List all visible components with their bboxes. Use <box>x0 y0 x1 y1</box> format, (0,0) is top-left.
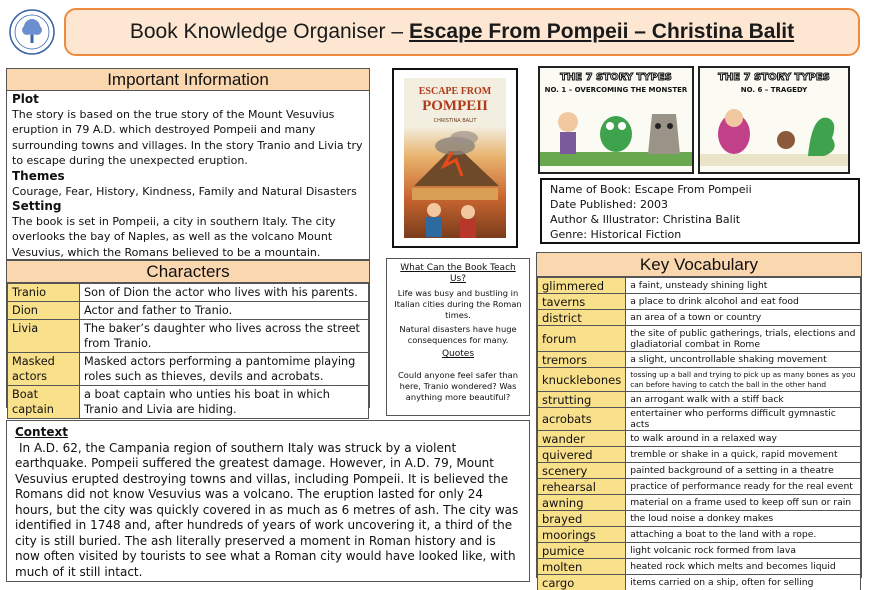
book-cover-image <box>404 78 506 238</box>
table-row <box>538 479 861 495</box>
context-heading: Context <box>15 425 68 439</box>
vocab-word: moorings <box>538 527 626 543</box>
table-row <box>538 495 861 511</box>
vocab-definition: entertainer who performs difficult gymnastic acts <box>626 408 861 431</box>
character-desc: Masked actors performing a pantomime playing roles such as thieves, devils and acrobats. <box>80 353 369 386</box>
vocab-word: acrobats <box>538 408 626 431</box>
vocab-word: wander <box>538 431 626 447</box>
vocab-word: molten <box>538 559 626 575</box>
vocab-word: tremors <box>538 352 626 368</box>
tragedy-characters-icon <box>700 94 848 166</box>
cover-author: CHRISTINA BALIT <box>433 118 477 124</box>
vocab-definition: light volcanic rock formed from lava <box>626 543 861 559</box>
cover-title-line2: POMPEII <box>422 98 488 114</box>
lesson-text: Natural disasters have huge consequences for many. <box>399 324 517 345</box>
story-type-title: THE 7 STORY TYPES <box>718 72 830 83</box>
character-name: Tranio <box>8 284 80 302</box>
table-row <box>538 408 861 431</box>
vocabulary-table <box>537 277 861 590</box>
setting-label: Setting <box>12 199 62 214</box>
vocab-word: quivered <box>538 447 626 463</box>
table-row <box>538 511 861 527</box>
vocab-word: scenery <box>538 463 626 479</box>
story-type-subtitle: NO. 6 – TRAGEDY <box>740 86 808 94</box>
vocab-word: knucklebones <box>538 368 626 392</box>
table-row <box>8 386 369 419</box>
vocab-definition: to walk around in a relaxed way <box>626 431 861 447</box>
quotes-label: Quotes <box>441 349 475 359</box>
character-name: Dion <box>8 302 80 320</box>
date-published: Date Published: 2003 <box>550 198 668 211</box>
table-row <box>8 302 369 320</box>
book-name: Name of Book: Escape From Pompeii <box>550 183 752 196</box>
characters-table <box>7 283 369 419</box>
vocab-definition: the site of public gatherings, trials, elections and gladiatorial combat in Rome <box>626 326 861 352</box>
vocab-word: cargo <box>538 575 626 590</box>
story-type-title: THE 7 STORY TYPES <box>560 72 672 83</box>
character-desc: a boat captain who unties his boat in which Tranio and Livia are hiding. <box>80 386 369 419</box>
character-desc: Son of Dion the actor who lives with his parents. <box>80 284 369 302</box>
vocab-definition: an arrogant walk with a stiff back <box>626 392 861 408</box>
title-book-author: Escape From Pompeii – Christina Balit <box>409 20 795 43</box>
vocab-definition: a place to drink alcohol and eat food <box>626 294 861 310</box>
plot-text: The story is based on the true story of the Mount Vesuvius eruption in 79 A.D. which destroyed Pompeii and many surrounding towns and villages. In the story Tranio and Livia try to escape during the unexpected eruption. <box>12 108 363 168</box>
story-type-image-overcoming-monster <box>538 66 694 174</box>
important-information-panel <box>6 68 370 260</box>
vocab-definition: attaching a boat to the land with a rope. <box>626 527 861 543</box>
vocab-definition: a slight, uncontrollable shaking movement <box>626 352 861 368</box>
table-row <box>538 352 861 368</box>
setting-text: The book is set in Pompeii, a city in southern Italy. The city overlooks the bay of Naples, as well as the volcano Mount Vesuvius, which the Romans believed to be a mountain. <box>12 215 336 259</box>
story-type-image-tragedy <box>698 66 850 174</box>
table-row <box>538 294 861 310</box>
themes-text: Courage, Fear, History, Kindness, Family and Natural Disasters <box>12 184 357 198</box>
title-banner <box>64 8 860 56</box>
table-row <box>538 310 861 326</box>
characters-heading: Characters <box>7 261 369 283</box>
volcano-illustration-icon <box>404 126 506 238</box>
character-name: Masked actors <box>8 353 80 386</box>
table-row <box>538 527 861 543</box>
vocab-word: brayed <box>538 511 626 527</box>
character-name: Livia <box>8 320 80 353</box>
genre: Genre: Historical Fiction <box>550 228 682 241</box>
table-row <box>538 278 861 294</box>
vocab-definition: painted background of a setting in a theatre <box>626 463 861 479</box>
title-plain: Book Knowledge Organiser – <box>129 20 404 43</box>
characters-panel <box>6 260 370 416</box>
character-desc: Actor and father to Tranio. <box>80 302 369 320</box>
vocab-definition: items carried on a ship, often for selling <box>626 575 861 590</box>
important-information-heading: Important Information <box>7 69 369 91</box>
table-row <box>538 543 861 559</box>
vocab-definition: tremble or shake in a quick, rapid movement <box>626 447 861 463</box>
book-details-panel <box>540 178 860 244</box>
quote-text: Could anyone feel safer than here, Tranio wondered? Was anything more beautiful? <box>397 370 519 402</box>
table-row <box>538 463 861 479</box>
table-row <box>8 284 369 302</box>
vocab-word: taverns <box>538 294 626 310</box>
table-row <box>8 353 369 386</box>
themes-label: Themes <box>12 168 65 183</box>
table-row <box>538 447 861 463</box>
vocab-definition: heated rock which melts and becomes liquid <box>626 559 861 575</box>
context-text: In A.D. 62, the Campania region of southern Italy was struck by a violent earthquake. Pompeii suffered the greatest damage. However, in A.D. 79, Mount Vesuvius erupted destroying towns and villas, including Pompeii. It is believed the Romans did not know Vesuvius was a volcano. The eruption lasted for only 24 hours, but the city was quickly covered in as much as 6 metres of ash. The city was identified in 1748 and, after hundreds of years of work uncovering it, a third of the city is still buried. The ash literally preserved a moment in Roman history and is now often visited by tourists to see what a Roman city would have looked like, with much of it still intact. <box>15 440 519 579</box>
vocab-word: strutting <box>538 392 626 408</box>
vocab-definition: practice of performance ready for the real event <box>626 479 861 495</box>
table-row <box>8 320 369 353</box>
table-row <box>538 326 861 352</box>
monster-characters-icon <box>540 94 692 166</box>
vocab-word: glimmered <box>538 278 626 294</box>
vocab-word: forum <box>538 326 626 352</box>
book-lessons-heading: What Can the Book Teach Us? <box>400 263 516 284</box>
context-panel <box>6 420 530 582</box>
vocab-word: district <box>538 310 626 326</box>
lesson-text: Life was busy and bustling in Italian cities during the Roman times. <box>394 288 522 320</box>
character-name: Boat captain <box>8 386 80 419</box>
book-lessons-panel <box>386 258 530 416</box>
table-row <box>538 575 861 590</box>
vocab-word: awning <box>538 495 626 511</box>
vocab-definition: the loud noise a donkey makes <box>626 511 861 527</box>
vocab-definition: a faint, unsteady shining light <box>626 278 861 294</box>
school-crest-icon <box>6 8 58 58</box>
key-vocabulary-panel <box>536 252 862 590</box>
table-row <box>538 392 861 408</box>
vocab-definition: material on a frame used to keep off sun or rain <box>626 495 861 511</box>
author-illustrator: Author & Illustrator: Christina Balit <box>550 213 741 226</box>
key-vocabulary-heading: Key Vocabulary <box>537 253 861 277</box>
cover-title-line1: ESCAPE FROM <box>418 86 492 97</box>
vocab-definition: an area of a town or country <box>626 310 861 326</box>
table-row <box>538 431 861 447</box>
table-row <box>538 559 861 575</box>
table-row <box>538 368 861 392</box>
vocab-word: rehearsal <box>538 479 626 495</box>
story-type-subtitle: NO. 1 – OVERCOMING THE MONSTER <box>544 86 688 94</box>
character-desc: The baker’s daughter who lives across the street from Tranio. <box>80 320 369 353</box>
book-cover-frame <box>392 68 518 248</box>
vocab-word: pumice <box>538 543 626 559</box>
plot-label: Plot <box>12 92 39 106</box>
vocab-definition: tossing up a ball and trying to pick up as many bones as you can before having to catch the ball in the other hand <box>626 368 861 392</box>
